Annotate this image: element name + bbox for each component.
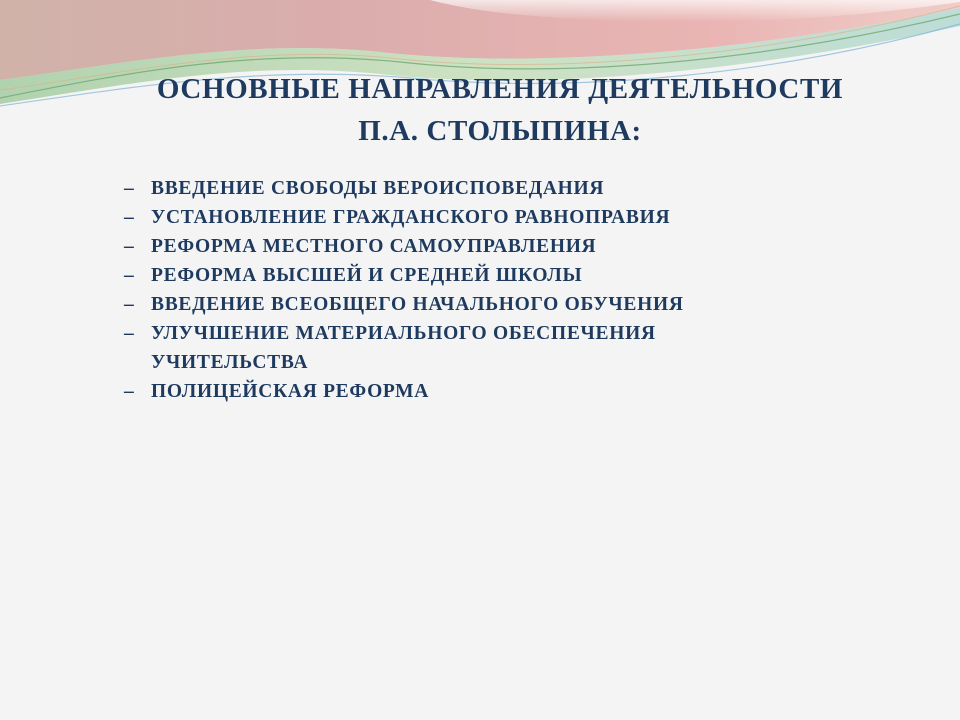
list-item: [124, 232, 824, 261]
list-item-text: РЕФОРМА ВЫСШЕЙ И СРЕДНЕЙ ШКОЛЫ: [151, 265, 583, 286]
bullet-dash: –: [124, 381, 135, 402]
list-item-text: РЕФОРМА МЕСТНОГО САМОУПРАВЛЕНИЯ: [151, 236, 597, 257]
list-item-text: ВВЕДЕНИЕ ВСЕОБЩЕГО НАЧАЛЬНОГО ОБУЧЕНИЯ: [151, 294, 684, 315]
bullet-dash: –: [124, 178, 135, 199]
list-item-text: ПОЛИЦЕЙСКАЯ РЕФОРМА: [151, 381, 430, 402]
slide-title-line-2: П.А. СТОЛЫПИНА:: [358, 115, 642, 147]
slide-title-line-1: ОСНОВНЫЕ НАПРАВЛЕНИЯ ДЕЯТЕЛЬНОСТИ: [156, 73, 844, 105]
bullet-dash: –: [124, 207, 135, 228]
list-item: [124, 174, 824, 203]
bullet-dash: –: [124, 323, 135, 344]
slide-title: [0, 68, 960, 152]
list-item: [124, 377, 824, 406]
list-item-text: УЛУЧШЕНИЕ МАТЕРИАЛЬНОГО ОБЕСПЕЧЕНИЯ УЧИТЕЛЬСТВА: [151, 323, 656, 373]
list-item-text: УСТАНОВЛЕНИЕ ГРАЖДАНСКОГО РАВНОПРАВИЯ: [151, 207, 671, 228]
bullet-dash: –: [124, 294, 135, 315]
list-item: [124, 290, 824, 319]
directions-list: [124, 174, 824, 406]
list-item: [124, 203, 824, 232]
bullet-dash: –: [124, 236, 135, 257]
list-item: [124, 261, 824, 290]
list-item-text: ВВЕДЕНИЕ СВОБОДЫ ВЕРОИСПОВЕДАНИЯ: [151, 178, 605, 199]
list-item: [124, 319, 771, 377]
bullet-dash: –: [124, 265, 135, 286]
